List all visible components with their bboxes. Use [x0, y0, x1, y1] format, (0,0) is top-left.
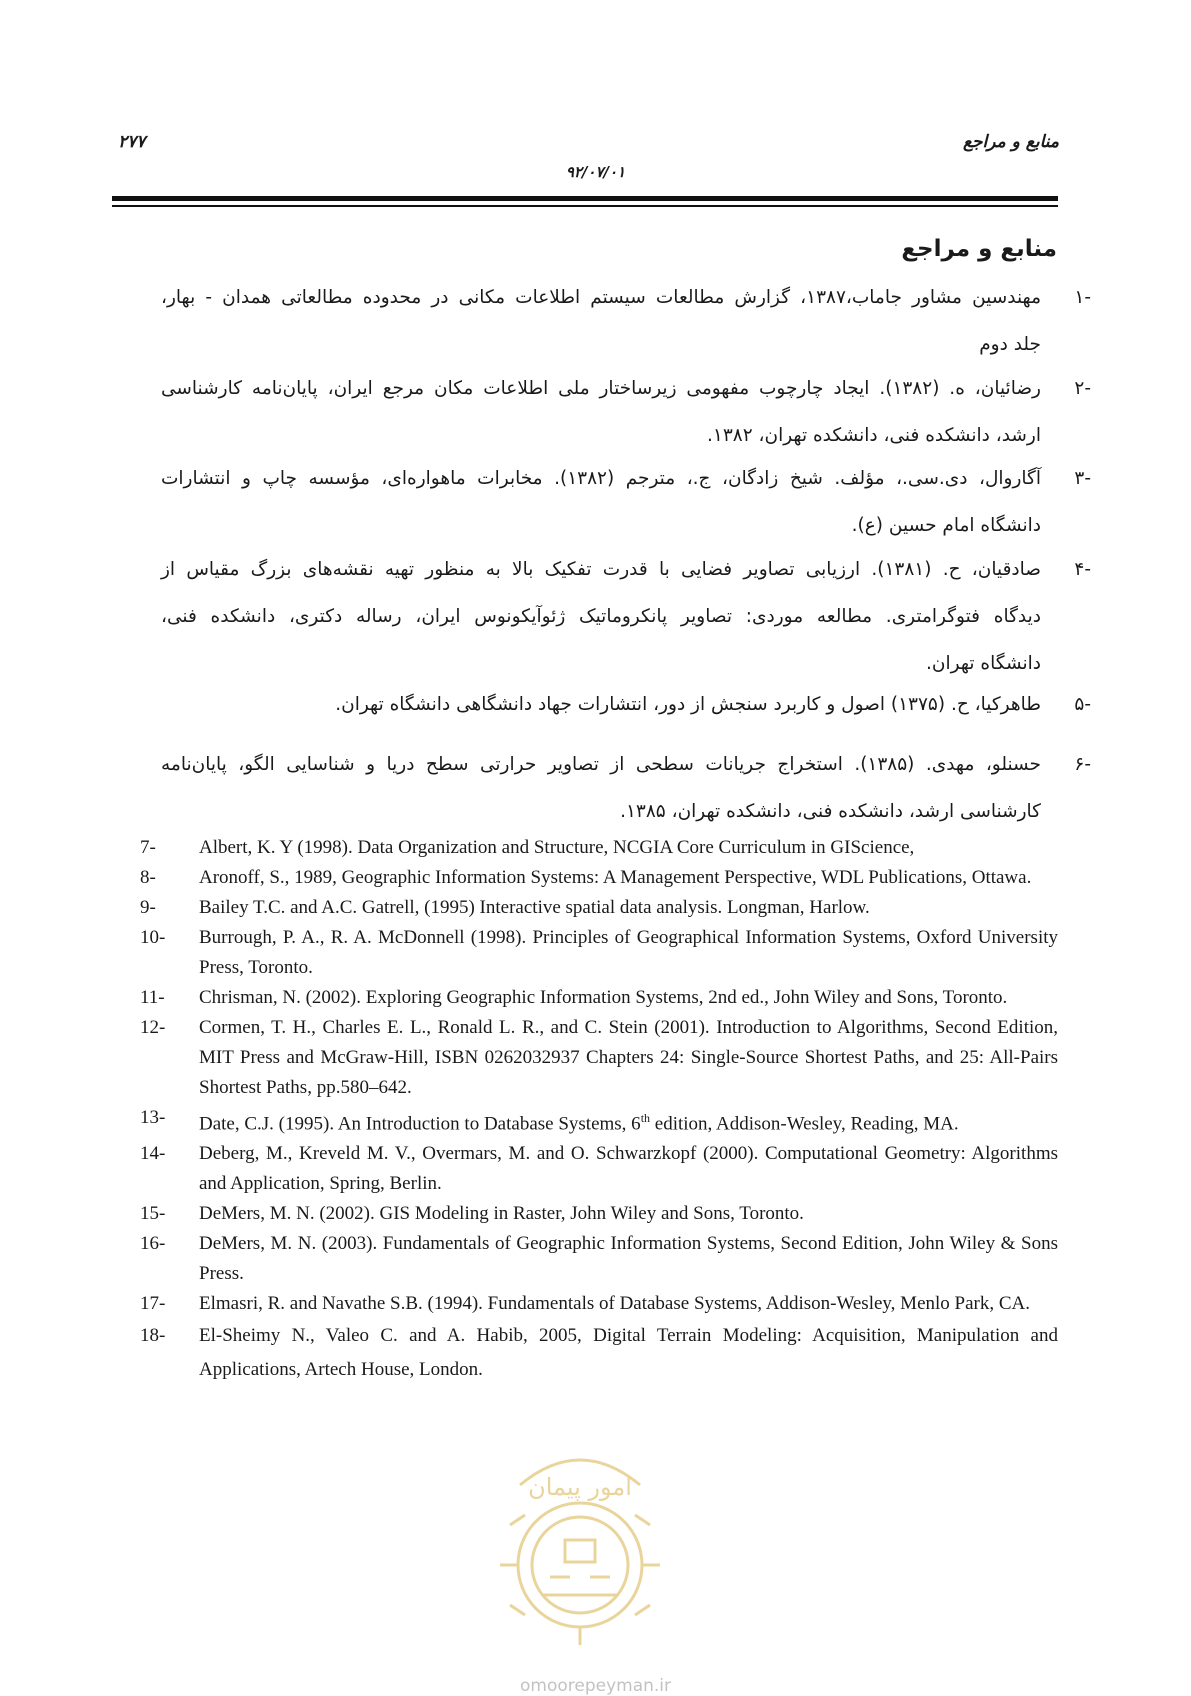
- fa-ref: [161, 546, 1041, 687]
- fa-ref-number: -۵: [1074, 694, 1091, 715]
- en-ref: [140, 1103, 1058, 1139]
- en-ref-text: Aronoff, S., 1989, Geographic Information Systems: A Management Perspective, WDL Publications, Ottawa.: [199, 867, 1032, 888]
- fa-ref: [161, 455, 1041, 549]
- en-ref-text: Bailey T.C. and A.C. Gatrell, (1995) Interactive spatial data analysis. Longman, Harlow.: [199, 897, 870, 918]
- en-ref-number: 17-: [140, 1293, 166, 1315]
- fa-ref-number: -۴: [1074, 559, 1091, 580]
- en-ref-text: Burrough, P. A., R. A. McDonnell (1998). Principles of Geographical Information Systems, Oxford University Press, Toronto.: [199, 927, 1058, 978]
- fa-ref-line: دانشگاه امام حسین (ع).: [851, 515, 1041, 536]
- en-ref-text: Albert, K. Y (1998). Data Organization and Structure, NCGIA Core Curriculum in GIScience,: [199, 837, 915, 858]
- en-ref-text: [199, 1103, 1058, 1139]
- english-reference-list: [140, 833, 1058, 1387]
- en-ref: [140, 833, 1058, 863]
- seal-text: امور پیمان: [528, 1473, 632, 1501]
- fa-ref-line: دیدگاه فتوگرامتری. مطالعه موردی: تصاویر پانکروماتیک ژئوآیکونوس ایران، رساله دکتری، دانشکده فنی،: [161, 606, 1041, 627]
- en-ref: [140, 1229, 1058, 1289]
- superscript: th: [640, 1111, 651, 1125]
- en-ref-text: Chrisman, N. (2002). Exploring Geographic Information Systems, 2nd ed., John Wiley and Sons, Toronto.: [199, 987, 1008, 1008]
- fa-ref-number: -۲: [1074, 378, 1091, 399]
- en-ref: [140, 1199, 1058, 1229]
- fa-ref-line: حسنلو، مهدی. (۱۳۸۵). استخراج جریانات سطحی از تصاویر حرارتی سطح دریا و شناسایی الگو، پایان‌نامه: [161, 754, 1041, 775]
- header-rule-thick: [112, 196, 1058, 201]
- en-ref-number: 10-: [140, 927, 166, 948]
- header-section-title: منابع و مراجع: [962, 132, 1059, 152]
- en-ref: [140, 1319, 1058, 1387]
- en-ref: [140, 983, 1058, 1013]
- fa-ref-number: -۳: [1074, 468, 1091, 489]
- fa-ref-line: دانشگاه تهران.: [926, 653, 1041, 674]
- en-ref-text: El-Sheimy N., Valeo C. and A. Habib, 2005, Digital Terrain Modeling: Acquisition, Manipulation and Applications, Artech House, London.: [199, 1325, 1058, 1381]
- fa-ref-line: آگاروال، دی.سی.، مؤلف. شیخ زادگان، ج.، مترجم (۱۳۸۲). مخابرات ماهواره‌ای، مؤسسه چاپ و انتشارات: [161, 468, 1041, 489]
- fa-ref-line: ارشد، دانشکده فنی، دانشکده تهران، ۱۳۸۲.: [707, 425, 1041, 446]
- en-ref-text-part: Date, C.J. (1995). An Introduction to Database Systems, 6: [199, 1113, 641, 1135]
- en-ref-text: Cormen, T. H., Charles E. L., Ronald L. R., and C. Stein (2001). Introduction to Algorithms, Second Edition, MIT Press and McGraw-Hill, ISBN 0262032937 Chapters 24: Single-Source Shortest Paths, and 25: All-Pairs Shortest Paths, pp.580–642.: [199, 1017, 1058, 1098]
- en-ref-number: 18-: [140, 1325, 166, 1347]
- page-number: ۲۷۷: [118, 132, 146, 152]
- en-ref-text: DeMers, M. N. (2003). Fundamentals of Geographic Information Systems, Second Edition, John Wiley & Sons Press.: [199, 1233, 1058, 1285]
- fa-ref-number: -۱: [1074, 287, 1091, 308]
- fa-ref-line: مهندسین مشاور جاماب،۱۳۸۷، گزارش مطالعات سیستم اطلاعات مکانی در محدوده مطالعاتی همدان - بهار،: [161, 287, 1041, 308]
- en-ref-number: 14-: [140, 1143, 166, 1165]
- en-ref-number: 9-: [140, 897, 156, 918]
- seal-watermark-icon: [480, 1445, 680, 1660]
- en-ref-number: 13-: [140, 1107, 166, 1128]
- en-ref-text: Deberg, M., Kreveld M. V., Overmars, M. and O. Schwarzkopf (2000). Computational Geometry: Algorithms and Application, Spring, Berlin.: [199, 1143, 1058, 1195]
- en-ref-text: DeMers, M. N. (2002). GIS Modeling in Raster, John Wiley and Sons, Toronto.: [199, 1203, 804, 1225]
- en-ref: [140, 923, 1058, 983]
- fa-ref: [161, 365, 1041, 459]
- en-ref-number: 12-: [140, 1017, 166, 1038]
- en-ref-text-part: edition, Addison-Wesley, Reading, MA.: [650, 1113, 959, 1135]
- en-ref: [140, 1013, 1058, 1103]
- header-date: ۹۲/۰۷/۰۱: [565, 163, 626, 181]
- fa-ref-line: رضائیان، ه. (۱۳۸۲). ایجاد چارچوب مفهومی زیرساختار ملی اطلاعات مکان مرجع ایران، پایان‌نامه کارشناسی: [161, 378, 1041, 399]
- en-ref-number: 16-: [140, 1233, 166, 1255]
- fa-ref: [161, 741, 1041, 835]
- fa-ref: [161, 274, 1041, 368]
- fa-ref: [161, 681, 1041, 728]
- en-ref: [140, 893, 1058, 923]
- en-ref-number: 7-: [140, 837, 156, 858]
- header-rule-thin: [112, 205, 1058, 207]
- en-ref: [140, 863, 1058, 893]
- en-ref-number: 15-: [140, 1203, 166, 1225]
- site-watermark: omoorepeyman.ir: [519, 1676, 672, 1696]
- fa-ref-line: طاهرکیا، ح. (۱۳۷۵) اصول و کاربرد سنجش از دور، انتشارات جهاد دانشگاهی دانشگاه تهران.: [335, 694, 1041, 715]
- en-ref: [140, 1139, 1058, 1199]
- fa-ref-line: جلد دوم: [979, 334, 1041, 355]
- en-ref-number: 8-: [140, 867, 156, 888]
- fa-ref-line: صادقیان، ح. (۱۳۸۱). ارزیابی تصاویر فضایی با قدرت تفکیک بالا به منظور تهیه نقشه‌های بزرگ مقیاس از: [161, 559, 1041, 580]
- en-ref-text: Elmasri, R. and Navathe S.B. (1994). Fundamentals of Database Systems, Addison-Wesley, Menlo Park, CA.: [199, 1293, 1031, 1315]
- fa-ref-number: -۶: [1074, 754, 1091, 775]
- en-ref-number: 11-: [140, 987, 165, 1008]
- fa-ref-line: کارشناسی ارشد، دانشکده فنی، دانشکده تهران، ۱۳۸۵.: [620, 801, 1041, 822]
- page-title: منابع و مراجع: [901, 236, 1057, 262]
- en-ref: [140, 1289, 1058, 1319]
